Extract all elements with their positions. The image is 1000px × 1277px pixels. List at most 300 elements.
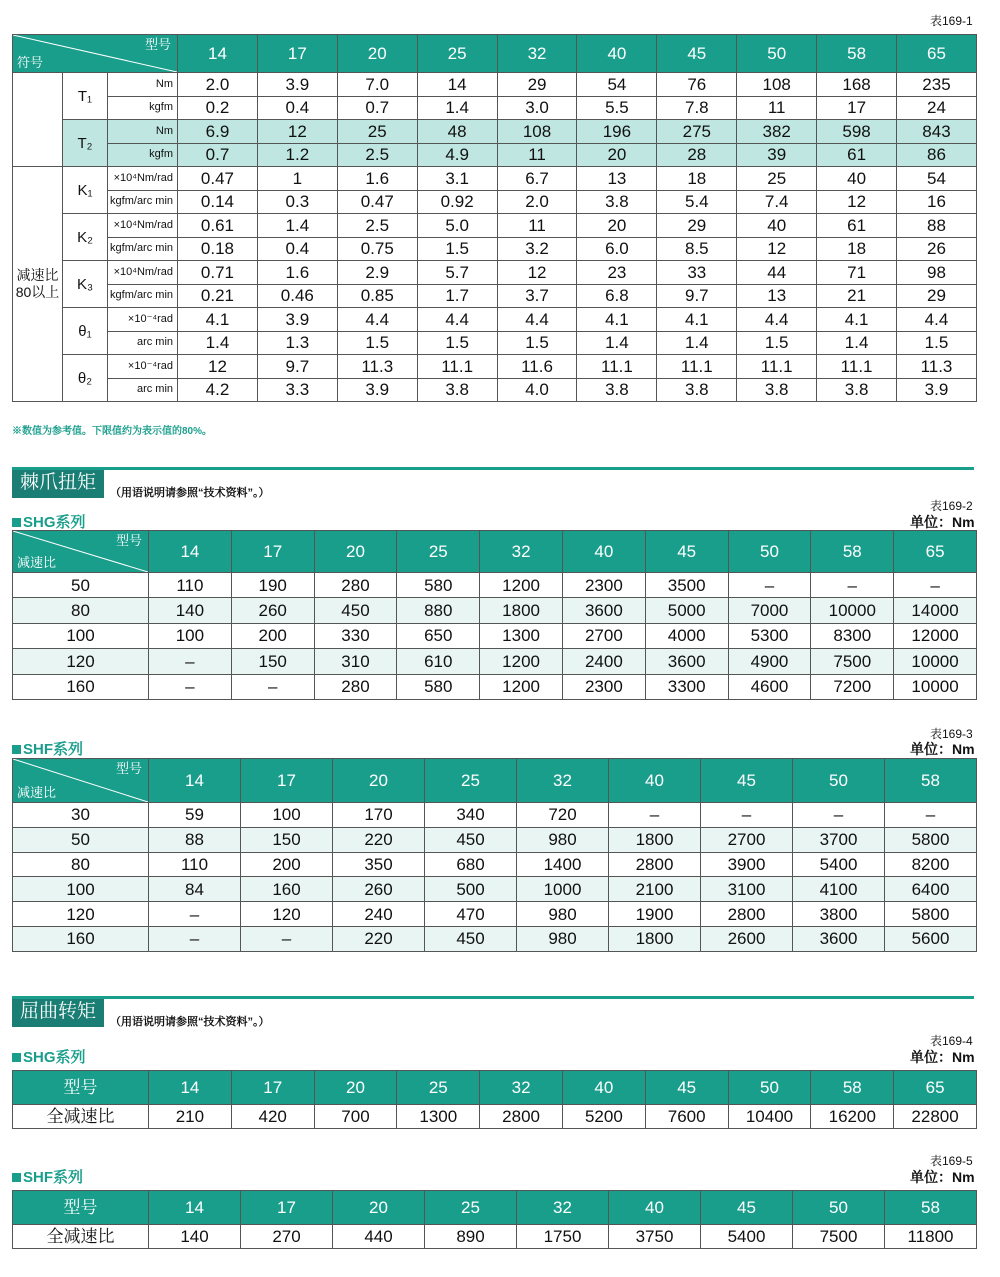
- value-cell: 3.9: [257, 73, 337, 97]
- value-cell: 3.9: [257, 308, 337, 332]
- model-header: 32: [480, 531, 563, 573]
- value-cell: 0.46: [257, 284, 337, 308]
- value-cell: 7000: [728, 598, 811, 623]
- value-cell: 1800: [480, 598, 563, 623]
- value-cell: 6400: [885, 877, 977, 902]
- table-number: 表169-3: [930, 727, 973, 741]
- value-cell: 0.18: [178, 237, 258, 261]
- value-cell: 84: [149, 877, 241, 902]
- value-cell: 39: [737, 143, 817, 167]
- value-cell: 7600: [645, 1105, 728, 1129]
- value-cell: 0.47: [337, 190, 417, 214]
- value-cell: 6.9: [178, 120, 258, 144]
- model-header: 65: [897, 35, 977, 73]
- value-cell: 7200: [811, 674, 894, 699]
- model-header: 58: [817, 35, 897, 73]
- value-cell: 1800: [609, 827, 701, 852]
- value-cell: 12: [257, 120, 337, 144]
- table-row: [13, 573, 977, 598]
- series-title-shg: SHG系列: [12, 511, 86, 532]
- table-row: [13, 190, 977, 214]
- value-cell: 23: [577, 261, 657, 285]
- value-cell: 980: [517, 926, 609, 951]
- value-cell: 340: [425, 803, 517, 828]
- value-cell: –: [149, 902, 241, 927]
- value-cell: –: [149, 649, 232, 674]
- value-cell: 54: [577, 73, 657, 97]
- value-cell: 210: [149, 1105, 232, 1129]
- value-cell: 2800: [480, 1105, 563, 1129]
- value-cell: 12: [178, 355, 258, 379]
- value-cell: 12: [737, 237, 817, 261]
- value-cell: 330: [314, 623, 397, 648]
- table-row: [13, 261, 977, 285]
- value-cell: 2800: [609, 852, 701, 877]
- value-cell: 3.8: [417, 378, 497, 402]
- value-cell: 2100: [609, 877, 701, 902]
- table-corner: [13, 759, 149, 803]
- value-cell: 3.8: [657, 378, 737, 402]
- value-cell: 2800: [701, 902, 793, 927]
- table-row: [13, 355, 977, 379]
- value-cell: 980: [517, 827, 609, 852]
- unit-cell: arc min: [108, 331, 178, 355]
- table-row: [13, 902, 977, 927]
- ratio-cell: 160: [13, 926, 149, 951]
- value-cell: 1300: [397, 1105, 480, 1129]
- footnote: ※数值为参考值。下限值约为表示值的80%。: [12, 426, 213, 437]
- value-cell: 220: [333, 926, 425, 951]
- value-cell: 150: [241, 827, 333, 852]
- value-cell: –: [149, 674, 232, 699]
- value-cell: 2.5: [337, 143, 417, 167]
- value-cell: 4.4: [897, 308, 977, 332]
- corner-header-row: 符号: [17, 55, 44, 70]
- value-cell: 25: [737, 167, 817, 191]
- value-cell: 7500: [793, 1225, 885, 1249]
- value-cell: –: [793, 803, 885, 828]
- symbol-cell: K₂: [63, 214, 108, 261]
- value-cell: 190: [231, 573, 314, 598]
- unit-cell: ×10⁴Nm/rad: [108, 167, 178, 191]
- torque-rigidity-table: [12, 34, 977, 402]
- model-header: 17: [231, 531, 314, 573]
- model-header: 32: [497, 35, 577, 73]
- value-cell: 4.1: [817, 308, 897, 332]
- value-cell: 25: [337, 120, 417, 144]
- row-group-blank: [13, 73, 63, 167]
- value-cell: 10400: [728, 1105, 811, 1129]
- value-cell: 220: [333, 827, 425, 852]
- value-cell: 108: [497, 120, 577, 144]
- table-row: [13, 852, 977, 877]
- value-cell: 1.3: [257, 331, 337, 355]
- table-number: 表169-5: [930, 1154, 973, 1168]
- value-cell: 2400: [562, 649, 645, 674]
- table-row: [13, 96, 977, 120]
- value-cell: 0.75: [337, 237, 417, 261]
- model-header: 45: [701, 1191, 793, 1225]
- row-label: 全减速比: [13, 1225, 149, 1249]
- table-row: [13, 308, 977, 332]
- value-cell: 11.6: [497, 355, 577, 379]
- model-header: 40: [609, 1191, 701, 1225]
- value-cell: 140: [149, 598, 232, 623]
- value-cell: 0.92: [417, 190, 497, 214]
- value-cell: 4600: [728, 674, 811, 699]
- table-row: [13, 803, 977, 828]
- model-header: 17: [241, 759, 333, 803]
- ratio-cell: 80: [13, 852, 149, 877]
- value-cell: 29: [497, 73, 577, 97]
- ratio-cell: 120: [13, 902, 149, 927]
- table-row: [13, 214, 977, 238]
- value-cell: 11: [497, 143, 577, 167]
- value-cell: 29: [657, 214, 737, 238]
- value-cell: 450: [314, 598, 397, 623]
- value-cell: 5800: [885, 902, 977, 927]
- value-cell: 21: [817, 284, 897, 308]
- value-cell: 71: [817, 261, 897, 285]
- unit-label: 单位：Nm: [910, 741, 975, 757]
- value-cell: 160: [241, 877, 333, 902]
- value-cell: 3.9: [897, 378, 977, 402]
- table-row: [13, 1105, 977, 1129]
- table-row: [13, 827, 977, 852]
- corner-header-model: 型号: [115, 761, 142, 776]
- value-cell: 4.9: [417, 143, 497, 167]
- value-cell: 76: [657, 73, 737, 97]
- value-cell: 61: [817, 214, 897, 238]
- ratio-cell: 120: [13, 649, 149, 674]
- ratio-cell: 160: [13, 674, 149, 699]
- corner-header-row: 减速比: [17, 785, 57, 800]
- value-cell: 2.0: [178, 73, 258, 97]
- table-row: [13, 598, 977, 623]
- value-cell: 2300: [562, 573, 645, 598]
- value-cell: 260: [231, 598, 314, 623]
- model-header: 14: [178, 35, 258, 73]
- value-cell: 3600: [793, 926, 885, 951]
- table-row: [13, 120, 977, 144]
- value-cell: 4.4: [337, 308, 417, 332]
- value-cell: 4.1: [657, 308, 737, 332]
- value-cell: 5.5: [577, 96, 657, 120]
- model-header: 58: [885, 759, 977, 803]
- model-header: 45: [701, 759, 793, 803]
- model-header: 25: [425, 1191, 517, 1225]
- value-cell: 420: [231, 1105, 314, 1129]
- value-cell: 843: [897, 120, 977, 144]
- value-cell: 11.1: [657, 355, 737, 379]
- value-cell: 1.4: [817, 331, 897, 355]
- value-cell: 240: [333, 902, 425, 927]
- value-cell: 0.7: [178, 143, 258, 167]
- value-cell: 3500: [645, 573, 728, 598]
- value-cell: 200: [241, 852, 333, 877]
- symbol-cell: θ₁: [63, 308, 108, 355]
- value-cell: 14: [417, 73, 497, 97]
- value-cell: 8.5: [657, 237, 737, 261]
- value-cell: 11: [737, 96, 817, 120]
- value-cell: 17: [817, 96, 897, 120]
- table-corner: [13, 35, 178, 73]
- value-cell: 0.4: [257, 96, 337, 120]
- value-cell: 1200: [480, 573, 563, 598]
- shg-ratchet-table: [12, 530, 977, 700]
- value-cell: 3.8: [737, 378, 817, 402]
- model-header: 20: [333, 759, 425, 803]
- value-cell: 18: [657, 167, 737, 191]
- value-cell: 1.5: [497, 331, 577, 355]
- value-cell: 11.3: [337, 355, 417, 379]
- value-cell: 720: [517, 803, 609, 828]
- value-cell: 11.1: [577, 355, 657, 379]
- corner-header-row: 减速比: [17, 555, 57, 570]
- unit-cell: Nm: [108, 120, 178, 144]
- value-cell: 5000: [645, 598, 728, 623]
- value-cell: 48: [417, 120, 497, 144]
- value-cell: 610: [397, 649, 480, 674]
- unit-label: 单位：Nm: [910, 1169, 975, 1185]
- value-cell: 0.14: [178, 190, 258, 214]
- value-cell: 4.4: [417, 308, 497, 332]
- value-cell: 20: [577, 143, 657, 167]
- value-cell: 11.1: [417, 355, 497, 379]
- model-header: 25: [397, 531, 480, 573]
- model-header: 20: [337, 35, 417, 73]
- value-cell: 3.8: [577, 378, 657, 402]
- value-cell: 3.0: [497, 96, 577, 120]
- value-cell: 3.9: [337, 378, 417, 402]
- value-cell: 24: [897, 96, 977, 120]
- value-cell: 9.7: [257, 355, 337, 379]
- model-header: 20: [333, 1191, 425, 1225]
- value-cell: 28: [657, 143, 737, 167]
- model-header: 14: [149, 1191, 241, 1225]
- value-cell: 44: [737, 261, 817, 285]
- table-row: [13, 674, 977, 699]
- ratio-cell: 50: [13, 573, 149, 598]
- value-cell: 270: [241, 1225, 333, 1249]
- value-cell: 980: [517, 902, 609, 927]
- value-cell: 11.3: [897, 355, 977, 379]
- value-cell: 13: [577, 167, 657, 191]
- value-cell: 1.4: [657, 331, 737, 355]
- value-cell: 5.7: [417, 261, 497, 285]
- value-cell: 280: [314, 674, 397, 699]
- value-cell: 110: [149, 573, 232, 598]
- model-header: 45: [645, 531, 728, 573]
- value-cell: 680: [425, 852, 517, 877]
- unit-cell: ×10⁴Nm/rad: [108, 214, 178, 238]
- value-cell: 1.4: [178, 331, 258, 355]
- series-title-shf: SHF系列: [12, 1166, 83, 1187]
- value-cell: 40: [737, 214, 817, 238]
- value-cell: 2.9: [337, 261, 417, 285]
- table-row: [13, 331, 977, 355]
- symbol-cell: K₁: [63, 167, 108, 214]
- model-header: 50: [793, 759, 885, 803]
- unit-cell: kgfm/arc min: [108, 237, 178, 261]
- value-cell: 86: [897, 143, 977, 167]
- value-cell: 2700: [701, 827, 793, 852]
- value-cell: –: [231, 674, 314, 699]
- value-cell: 4.1: [178, 308, 258, 332]
- table-row: [13, 623, 977, 648]
- value-cell: 4.4: [497, 308, 577, 332]
- value-cell: 7.0: [337, 73, 417, 97]
- value-cell: –: [811, 573, 894, 598]
- value-cell: 6.7: [497, 167, 577, 191]
- model-header: 50: [793, 1191, 885, 1225]
- model-header: 58: [811, 531, 894, 573]
- value-cell: 12: [497, 261, 577, 285]
- value-cell: 1.5: [337, 331, 417, 355]
- value-cell: 598: [817, 120, 897, 144]
- series-title-shf: SHF系列: [12, 738, 83, 759]
- unit-cell: kgfm: [108, 96, 178, 120]
- shg-buckling-table: [12, 1070, 977, 1129]
- value-cell: 5400: [701, 1225, 793, 1249]
- value-cell: 4.0: [497, 378, 577, 402]
- value-cell: 11: [497, 214, 577, 238]
- value-cell: 12: [817, 190, 897, 214]
- value-cell: 5200: [562, 1105, 645, 1129]
- value-cell: 1750: [517, 1225, 609, 1249]
- value-cell: 0.71: [178, 261, 258, 285]
- value-cell: 16200: [811, 1105, 894, 1129]
- value-cell: 1.7: [417, 284, 497, 308]
- value-cell: 2600: [701, 926, 793, 951]
- model-header: 40: [609, 759, 701, 803]
- ratio-cell: 80: [13, 598, 149, 623]
- value-cell: 470: [425, 902, 517, 927]
- value-cell: 110: [149, 852, 241, 877]
- table-row: [13, 649, 977, 674]
- value-cell: 18: [817, 237, 897, 261]
- value-cell: 580: [397, 573, 480, 598]
- model-header: 25: [417, 35, 497, 73]
- value-cell: –: [149, 926, 241, 951]
- value-cell: 150: [231, 649, 314, 674]
- table-number: 表169-2: [930, 499, 973, 513]
- unit-label: 单位：Nm: [910, 1049, 975, 1065]
- value-cell: 260: [333, 877, 425, 902]
- value-cell: 650: [397, 623, 480, 648]
- value-cell: 3.7: [497, 284, 577, 308]
- symbol-cell: T₁: [63, 73, 108, 120]
- value-cell: –: [609, 803, 701, 828]
- corner-header-model: 型号: [145, 37, 172, 52]
- value-cell: 6.0: [577, 237, 657, 261]
- table-row: [13, 378, 977, 402]
- section-note: （用语说明请参照“技术资料”。）: [110, 1016, 270, 1028]
- value-cell: 3300: [645, 674, 728, 699]
- value-cell: 1.5: [897, 331, 977, 355]
- table-row: [13, 237, 977, 261]
- value-cell: 2300: [562, 674, 645, 699]
- value-cell: 26: [897, 237, 977, 261]
- value-cell: 33: [657, 261, 737, 285]
- value-cell: 100: [241, 803, 333, 828]
- value-cell: 11.1: [737, 355, 817, 379]
- value-cell: 1.5: [737, 331, 817, 355]
- value-cell: 10000: [811, 598, 894, 623]
- value-cell: 4.2: [178, 378, 258, 402]
- model-header: 17: [241, 1191, 333, 1225]
- value-cell: 1300: [480, 623, 563, 648]
- value-cell: 0.3: [257, 190, 337, 214]
- symbol-cell: T₂: [63, 120, 108, 167]
- value-cell: 54: [897, 167, 977, 191]
- model-header: 50: [728, 531, 811, 573]
- ratio-cell: 100: [13, 623, 149, 648]
- unit-label: 单位：Nm: [910, 514, 975, 530]
- value-cell: 61: [817, 143, 897, 167]
- value-cell: 4000: [645, 623, 728, 648]
- value-cell: 88: [149, 827, 241, 852]
- value-cell: 98: [897, 261, 977, 285]
- value-cell: 7.8: [657, 96, 737, 120]
- unit-cell: arc min: [108, 378, 178, 402]
- value-cell: 4.1: [577, 308, 657, 332]
- table-number: 表169-1: [930, 14, 973, 28]
- value-cell: 4100: [793, 877, 885, 902]
- value-cell: 5.4: [657, 190, 737, 214]
- value-cell: 1.4: [577, 331, 657, 355]
- value-cell: 11800: [885, 1225, 977, 1249]
- model-header: 14: [149, 531, 232, 573]
- value-cell: 1200: [480, 649, 563, 674]
- value-cell: 450: [425, 827, 517, 852]
- value-cell: 100: [149, 623, 232, 648]
- value-cell: 3700: [793, 827, 885, 852]
- value-cell: 275: [657, 120, 737, 144]
- value-cell: 22800: [894, 1105, 977, 1129]
- table-row: [13, 143, 977, 167]
- model-header: 58: [811, 1071, 894, 1105]
- model-header: 40: [562, 1071, 645, 1105]
- value-cell: 235: [897, 73, 977, 97]
- model-header: 25: [425, 759, 517, 803]
- value-cell: 5400: [793, 852, 885, 877]
- value-cell: 1.2: [257, 143, 337, 167]
- model-header: 14: [149, 1071, 232, 1105]
- unit-cell: ×10⁻⁴rad: [108, 355, 178, 379]
- model-header: 20: [314, 1071, 397, 1105]
- ratio-cell: 30: [13, 803, 149, 828]
- shf-buckling-table: [12, 1190, 977, 1249]
- value-cell: 3800: [793, 902, 885, 927]
- model-header: 32: [517, 759, 609, 803]
- value-cell: 10000: [894, 649, 977, 674]
- table-row: [13, 167, 977, 191]
- value-cell: 310: [314, 649, 397, 674]
- model-header: 40: [577, 35, 657, 73]
- unit-cell: kgfm: [108, 143, 178, 167]
- value-cell: 3.8: [817, 378, 897, 402]
- table-corner: [13, 531, 149, 573]
- unit-cell: ×10⁻⁴rad: [108, 308, 178, 332]
- value-cell: 0.4: [257, 237, 337, 261]
- table-row: [13, 926, 977, 951]
- model-header: 50: [728, 1071, 811, 1105]
- unit-cell: Nm: [108, 73, 178, 97]
- value-cell: –: [894, 573, 977, 598]
- value-cell: 200: [231, 623, 314, 648]
- table-row: [13, 284, 977, 308]
